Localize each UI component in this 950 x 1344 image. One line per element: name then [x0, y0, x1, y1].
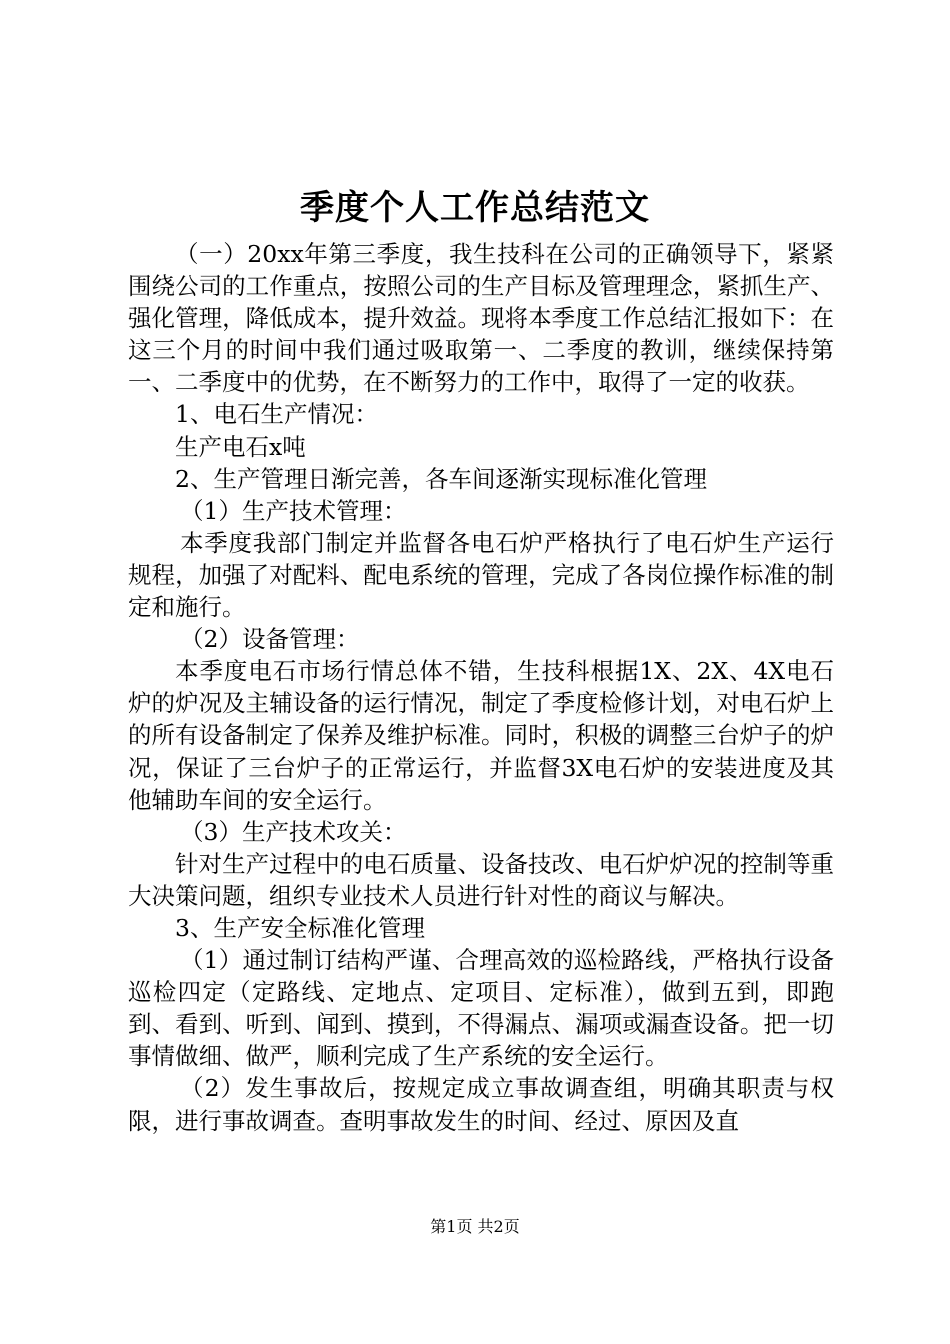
paragraph-tech-breakthrough: 针对生产过程中的电石质量、设备技改、电石炉炉况的控制等重大决策问题，组织专业技术人员进行针对性的商议与解决。	[128, 849, 834, 910]
paragraph-inspection: （1）通过制订结构严谨、合理高效的巡检路线，严格执行设备巡检四定（定路线、定地点、定项目、定标准），做到五到，即跑到、看到、听到、闻到、摸到，不得漏点、漏项或漏查设备。把一切事情做细、做严，顺利完成了生产系统的安全运行。	[128, 946, 834, 1071]
document-title: 季度个人工作总结范文	[300, 188, 650, 228]
paragraph-output: 生产电石x吨	[175, 432, 306, 461]
paragraph-production-tech: 本季度我部门制定并监督各电石炉严格执行了电石炉生产运行规程，加强了对配料、配电系统的管理，完成了各岗位操作标准的制定和施行。	[128, 528, 834, 622]
section-heading-2: 2、生产管理日渐完善，各车间逐渐实现标准化管理	[175, 464, 707, 493]
paragraph-accident: （2）发生事故后，按规定成立事故调查组，明确其职责与权限，进行事故调查。查明事故发生的时间、经过、原因及直	[128, 1074, 834, 1135]
subheading-equipment: （2）设备管理：	[180, 625, 360, 654]
paragraph-equipment: 本季度电石市场行情总体不错，生技科根据1X、2X、4X电石炉的炉况及主辅设备的运行情况，制定了季度检修计划，对电石炉上的所有设备制定了保养及维护标准。同时，积极的调整三台炉子的炉况，保证了三台炉子的正常运行，并监督3X电石炉的安装进度及其他辅助车间的安全运行。	[128, 657, 834, 814]
page-footer: 第1页 共2页	[430, 1217, 520, 1236]
paragraph-intro: （一）20xx年第三季度，我生技科在公司的正确领导下，紧紧围绕公司的工作重点，按照公司的生产目标及管理理念，紧抓生产、强化管理，降低成本，提升效益。现将本季度工作总结汇报如下：在这三个月的时间中我们通过吸取第一、二季度的教训，继续保持第一、二季度中的优势，在不断努力的工作中，取得了一定的收获。	[128, 240, 834, 397]
subheading-tech-breakthrough: （3）生产技术攻关：	[180, 817, 407, 846]
document-body	[128, 238, 834, 1137]
section-heading-3: 3、生产安全标准化管理	[175, 913, 425, 942]
section-heading-1: 1、电石生产情况：	[175, 400, 378, 429]
subheading-production-tech: （1）生产技术管理：	[180, 496, 407, 525]
